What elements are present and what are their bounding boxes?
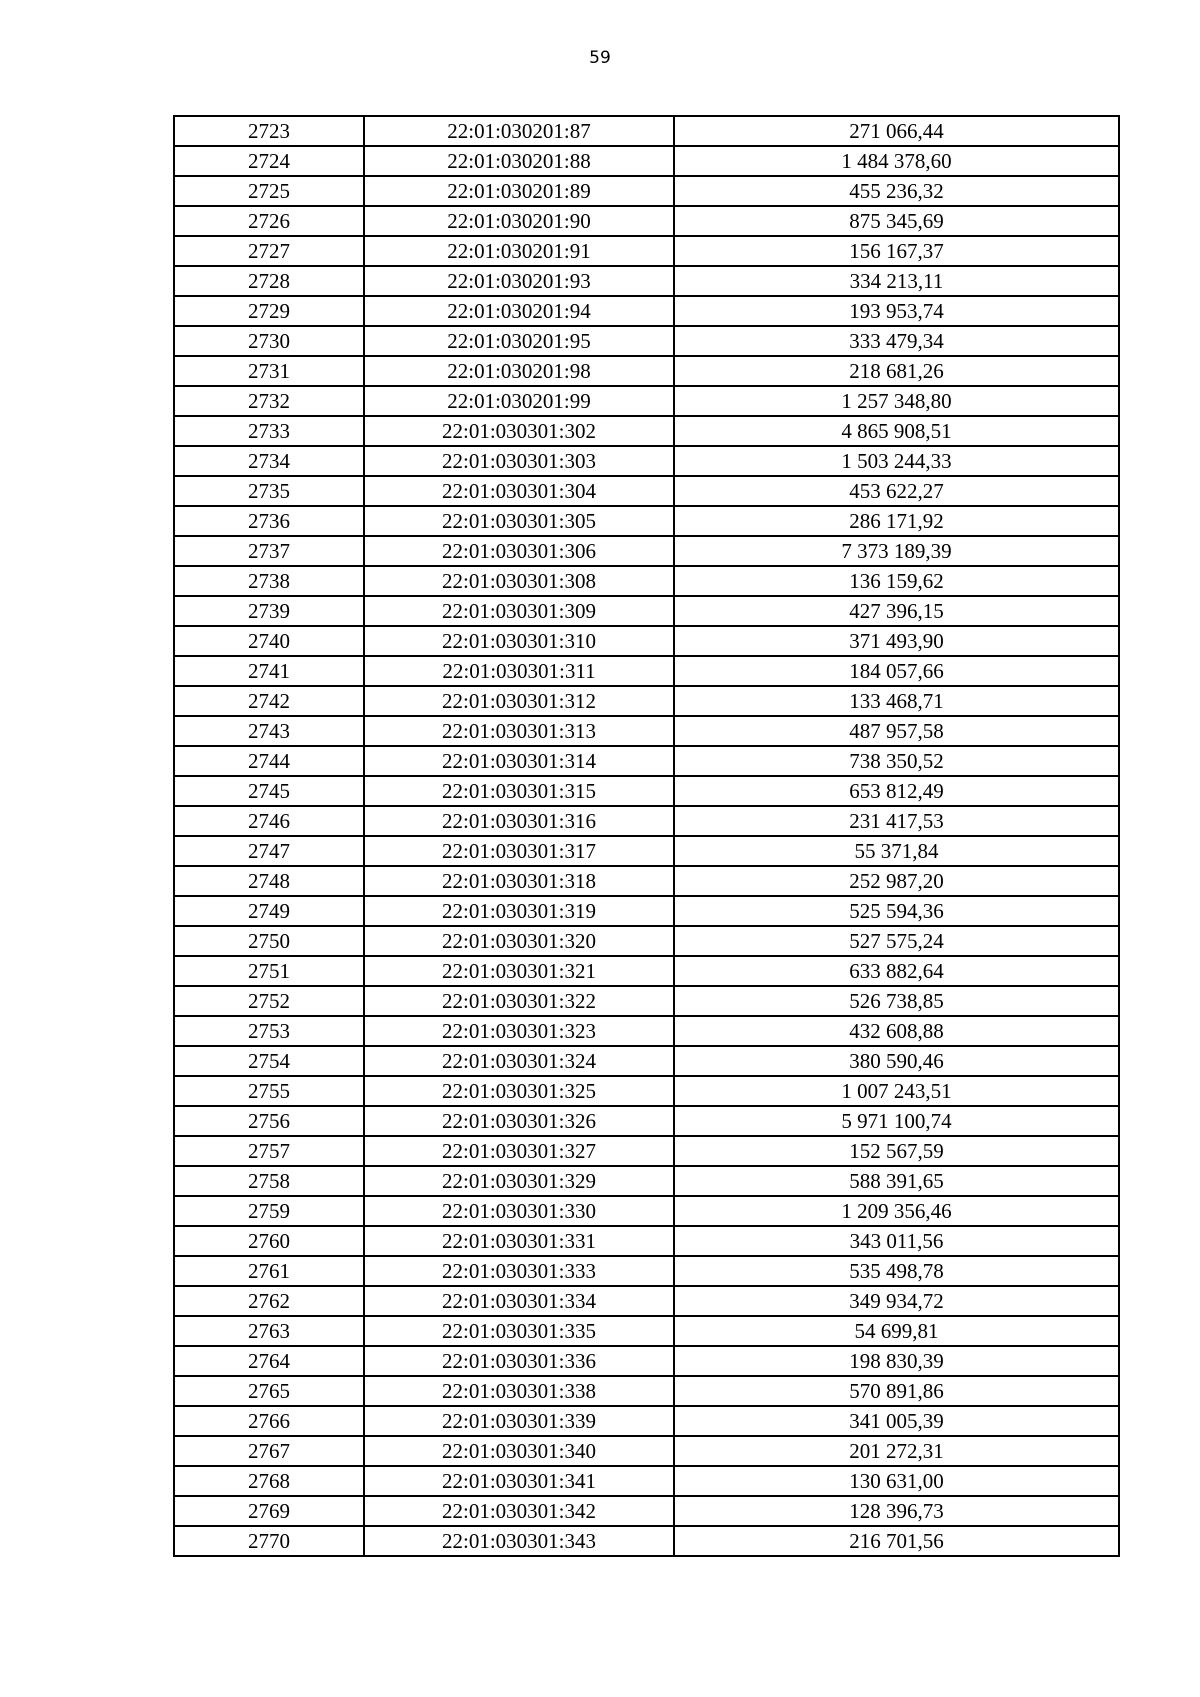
value-cell: 535 498,78 <box>674 1256 1119 1286</box>
table-row <box>174 1406 1119 1436</box>
table-row <box>174 266 1119 296</box>
value-cell: 193 953,74 <box>674 296 1119 326</box>
value-cell: 218 681,26 <box>674 356 1119 386</box>
table-row <box>174 866 1119 896</box>
cadastral-number-cell: 22:01:030301:320 <box>364 926 674 956</box>
cadastral-number-cell: 22:01:030201:87 <box>364 116 674 146</box>
value-cell: 333 479,34 <box>674 326 1119 356</box>
value-cell: 201 272,31 <box>674 1436 1119 1466</box>
value-cell: 128 396,73 <box>674 1496 1119 1526</box>
row-number-cell: 2740 <box>174 626 364 656</box>
cadastral-number-cell: 22:01:030301:327 <box>364 1136 674 1166</box>
row-number-cell: 2728 <box>174 266 364 296</box>
cadastral-number-cell: 22:01:030301:334 <box>364 1286 674 1316</box>
table-row <box>174 1496 1119 1526</box>
row-number-cell: 2757 <box>174 1136 364 1166</box>
cadastral-number-cell: 22:01:030301:325 <box>364 1076 674 1106</box>
table-row <box>174 986 1119 1016</box>
row-number-cell: 2747 <box>174 836 364 866</box>
row-number-cell: 2750 <box>174 926 364 956</box>
cadastral-number-cell: 22:01:030301:338 <box>364 1376 674 1406</box>
table-row <box>174 776 1119 806</box>
cadastral-number-cell: 22:01:030301:322 <box>364 986 674 1016</box>
table-body <box>174 116 1119 1556</box>
cadastral-number-cell: 22:01:030301:319 <box>364 896 674 926</box>
row-number-cell: 2735 <box>174 476 364 506</box>
value-cell: 152 567,59 <box>674 1136 1119 1166</box>
row-number-cell: 2744 <box>174 746 364 776</box>
table-row <box>174 176 1119 206</box>
cadastral-number-cell: 22:01:030201:90 <box>364 206 674 236</box>
row-number-cell: 2766 <box>174 1406 364 1436</box>
row-number-cell: 2749 <box>174 896 364 926</box>
row-number-cell: 2758 <box>174 1166 364 1196</box>
value-cell: 653 812,49 <box>674 776 1119 806</box>
cadastral-number-cell: 22:01:030201:89 <box>364 176 674 206</box>
value-cell: 252 987,20 <box>674 866 1119 896</box>
value-cell: 525 594,36 <box>674 896 1119 926</box>
cadastral-number-cell: 22:01:030301:326 <box>364 1106 674 1136</box>
value-cell: 527 575,24 <box>674 926 1119 956</box>
row-number-cell: 2736 <box>174 506 364 536</box>
value-cell: 453 622,27 <box>674 476 1119 506</box>
row-number-cell: 2734 <box>174 446 364 476</box>
table-row <box>174 746 1119 776</box>
value-cell: 427 396,15 <box>674 596 1119 626</box>
table-row <box>174 1136 1119 1166</box>
cadastral-number-cell: 22:01:030301:343 <box>364 1526 674 1556</box>
value-cell: 130 631,00 <box>674 1466 1119 1496</box>
cadastral-number-cell: 22:01:030301:324 <box>364 1046 674 1076</box>
table-row <box>174 476 1119 506</box>
table-row <box>174 956 1119 986</box>
cadastral-number-cell: 22:01:030301:339 <box>364 1406 674 1436</box>
value-cell: 349 934,72 <box>674 1286 1119 1316</box>
cadastral-number-cell: 22:01:030301:306 <box>364 536 674 566</box>
row-number-cell: 2745 <box>174 776 364 806</box>
row-number-cell: 2729 <box>174 296 364 326</box>
table-row <box>174 416 1119 446</box>
table-row <box>174 1526 1119 1556</box>
row-number-cell: 2743 <box>174 716 364 746</box>
cadastral-number-cell: 22:01:030301:335 <box>364 1316 674 1346</box>
value-cell: 570 891,86 <box>674 1376 1119 1406</box>
table-row <box>174 206 1119 236</box>
row-number-cell: 2738 <box>174 566 364 596</box>
cadastral-number-cell: 22:01:030301:309 <box>364 596 674 626</box>
page-number: 59 <box>589 48 611 68</box>
cadastral-number-cell: 22:01:030301:302 <box>364 416 674 446</box>
cadastral-number-cell: 22:01:030301:329 <box>364 1166 674 1196</box>
value-cell: 231 417,53 <box>674 806 1119 836</box>
table-row <box>174 326 1119 356</box>
value-cell: 1 484 378,60 <box>674 146 1119 176</box>
value-cell: 271 066,44 <box>674 116 1119 146</box>
value-cell: 875 345,69 <box>674 206 1119 236</box>
cadastral-number-cell: 22:01:030301:313 <box>364 716 674 746</box>
row-number-cell: 2760 <box>174 1226 364 1256</box>
value-cell: 526 738,85 <box>674 986 1119 1016</box>
cadastral-number-cell: 22:01:030201:94 <box>364 296 674 326</box>
cadastral-number-cell: 22:01:030301:316 <box>364 806 674 836</box>
value-cell: 156 167,37 <box>674 236 1119 266</box>
cadastral-number-cell: 22:01:030301:333 <box>364 1256 674 1286</box>
value-cell: 487 957,58 <box>674 716 1119 746</box>
table-row <box>174 1016 1119 1046</box>
row-number-cell: 2746 <box>174 806 364 836</box>
table-row <box>174 1436 1119 1466</box>
value-cell: 184 057,66 <box>674 656 1119 686</box>
value-cell: 286 171,92 <box>674 506 1119 536</box>
row-number-cell: 2732 <box>174 386 364 416</box>
cadastral-number-cell: 22:01:030201:99 <box>364 386 674 416</box>
cadastral-number-cell: 22:01:030301:308 <box>364 566 674 596</box>
table-row <box>174 1376 1119 1406</box>
row-number-cell: 2739 <box>174 596 364 626</box>
row-number-cell: 2763 <box>174 1316 364 1346</box>
value-cell: 133 468,71 <box>674 686 1119 716</box>
row-number-cell: 2768 <box>174 1466 364 1496</box>
table-row <box>174 1106 1119 1136</box>
value-cell: 334 213,11 <box>674 266 1119 296</box>
value-cell: 136 159,62 <box>674 566 1119 596</box>
value-cell: 633 882,64 <box>674 956 1119 986</box>
value-cell: 738 350,52 <box>674 746 1119 776</box>
value-cell: 4 865 908,51 <box>674 416 1119 446</box>
value-cell: 198 830,39 <box>674 1346 1119 1376</box>
table-row <box>174 1316 1119 1346</box>
cadastral-number-cell: 22:01:030201:93 <box>364 266 674 296</box>
value-cell: 1 209 356,46 <box>674 1196 1119 1226</box>
cadastral-number-cell: 22:01:030301:303 <box>364 446 674 476</box>
cadastral-number-cell: 22:01:030301:305 <box>364 506 674 536</box>
cadastral-number-cell: 22:01:030301:330 <box>364 1196 674 1226</box>
value-cell: 371 493,90 <box>674 626 1119 656</box>
cadastral-number-cell: 22:01:030301:314 <box>364 746 674 776</box>
table-row <box>174 566 1119 596</box>
row-number-cell: 2765 <box>174 1376 364 1406</box>
table-row <box>174 356 1119 386</box>
table-row <box>174 1076 1119 1106</box>
cadastral-number-cell: 22:01:030301:321 <box>364 956 674 986</box>
row-number-cell: 2737 <box>174 536 364 566</box>
row-number-cell: 2726 <box>174 206 364 236</box>
row-number-cell: 2761 <box>174 1256 364 1286</box>
value-cell: 380 590,46 <box>674 1046 1119 1076</box>
row-number-cell: 2764 <box>174 1346 364 1376</box>
value-cell: 341 005,39 <box>674 1406 1119 1436</box>
table-row <box>174 656 1119 686</box>
row-number-cell: 2756 <box>174 1106 364 1136</box>
value-cell: 54 699,81 <box>674 1316 1119 1346</box>
table-row <box>174 686 1119 716</box>
cadastral-number-cell: 22:01:030301:336 <box>364 1346 674 1376</box>
cadastral-number-cell: 22:01:030301:342 <box>364 1496 674 1526</box>
cadastral-number-cell: 22:01:030301:315 <box>364 776 674 806</box>
cadastral-value-table <box>173 115 1120 1557</box>
row-number-cell: 2759 <box>174 1196 364 1226</box>
table-row <box>174 386 1119 416</box>
row-number-cell: 2751 <box>174 956 364 986</box>
row-number-cell: 2741 <box>174 656 364 686</box>
table-row <box>174 896 1119 926</box>
table-row <box>174 236 1119 266</box>
value-cell: 5 971 100,74 <box>674 1106 1119 1136</box>
value-cell: 455 236,32 <box>674 176 1119 206</box>
cadastral-number-cell: 22:01:030201:91 <box>364 236 674 266</box>
row-number-cell: 2753 <box>174 1016 364 1046</box>
table-row <box>174 536 1119 566</box>
table-row <box>174 1346 1119 1376</box>
table-row <box>174 146 1119 176</box>
row-number-cell: 2762 <box>174 1286 364 1316</box>
value-cell: 55 371,84 <box>674 836 1119 866</box>
cadastral-number-cell: 22:01:030301:317 <box>364 836 674 866</box>
value-cell: 432 608,88 <box>674 1016 1119 1046</box>
cadastral-number-cell: 22:01:030301:311 <box>364 656 674 686</box>
cadastral-number-cell: 22:01:030301:310 <box>364 626 674 656</box>
row-number-cell: 2727 <box>174 236 364 266</box>
table-row <box>174 836 1119 866</box>
table-row <box>174 446 1119 476</box>
table-row <box>174 1226 1119 1256</box>
table-row <box>174 926 1119 956</box>
row-number-cell: 2755 <box>174 1076 364 1106</box>
table-row <box>174 1196 1119 1226</box>
table-row <box>174 116 1119 146</box>
cadastral-number-cell: 22:01:030301:331 <box>364 1226 674 1256</box>
value-cell: 343 011,56 <box>674 1226 1119 1256</box>
row-number-cell: 2730 <box>174 326 364 356</box>
table-row <box>174 1046 1119 1076</box>
table-row <box>174 1256 1119 1286</box>
table-row <box>174 1466 1119 1496</box>
row-number-cell: 2767 <box>174 1436 364 1466</box>
cadastral-number-cell: 22:01:030201:88 <box>364 146 674 176</box>
value-cell: 588 391,65 <box>674 1166 1119 1196</box>
cadastral-number-cell: 22:01:030301:341 <box>364 1466 674 1496</box>
row-number-cell: 2742 <box>174 686 364 716</box>
table-row <box>174 806 1119 836</box>
table-row <box>174 596 1119 626</box>
table-row <box>174 1166 1119 1196</box>
value-cell: 216 701,56 <box>674 1526 1119 1556</box>
table-row <box>174 716 1119 746</box>
row-number-cell: 2770 <box>174 1526 364 1556</box>
row-number-cell: 2748 <box>174 866 364 896</box>
row-number-cell: 2733 <box>174 416 364 446</box>
cadastral-number-cell: 22:01:030201:98 <box>364 356 674 386</box>
cadastral-number-cell: 22:01:030301:323 <box>364 1016 674 1046</box>
table-row <box>174 626 1119 656</box>
value-cell: 1 503 244,33 <box>674 446 1119 476</box>
row-number-cell: 2725 <box>174 176 364 206</box>
row-number-cell: 2731 <box>174 356 364 386</box>
table-row <box>174 1286 1119 1316</box>
row-number-cell: 2724 <box>174 146 364 176</box>
cadastral-number-cell: 22:01:030201:95 <box>364 326 674 356</box>
cadastral-number-cell: 22:01:030301:340 <box>364 1436 674 1466</box>
row-number-cell: 2723 <box>174 116 364 146</box>
cadastral-number-cell: 22:01:030301:304 <box>364 476 674 506</box>
row-number-cell: 2769 <box>174 1496 364 1526</box>
value-cell: 1 257 348,80 <box>674 386 1119 416</box>
value-cell: 1 007 243,51 <box>674 1076 1119 1106</box>
value-cell: 7 373 189,39 <box>674 536 1119 566</box>
row-number-cell: 2752 <box>174 986 364 1016</box>
cadastral-number-cell: 22:01:030301:312 <box>364 686 674 716</box>
row-number-cell: 2754 <box>174 1046 364 1076</box>
table-row <box>174 296 1119 326</box>
table-row <box>174 506 1119 536</box>
cadastral-number-cell: 22:01:030301:318 <box>364 866 674 896</box>
